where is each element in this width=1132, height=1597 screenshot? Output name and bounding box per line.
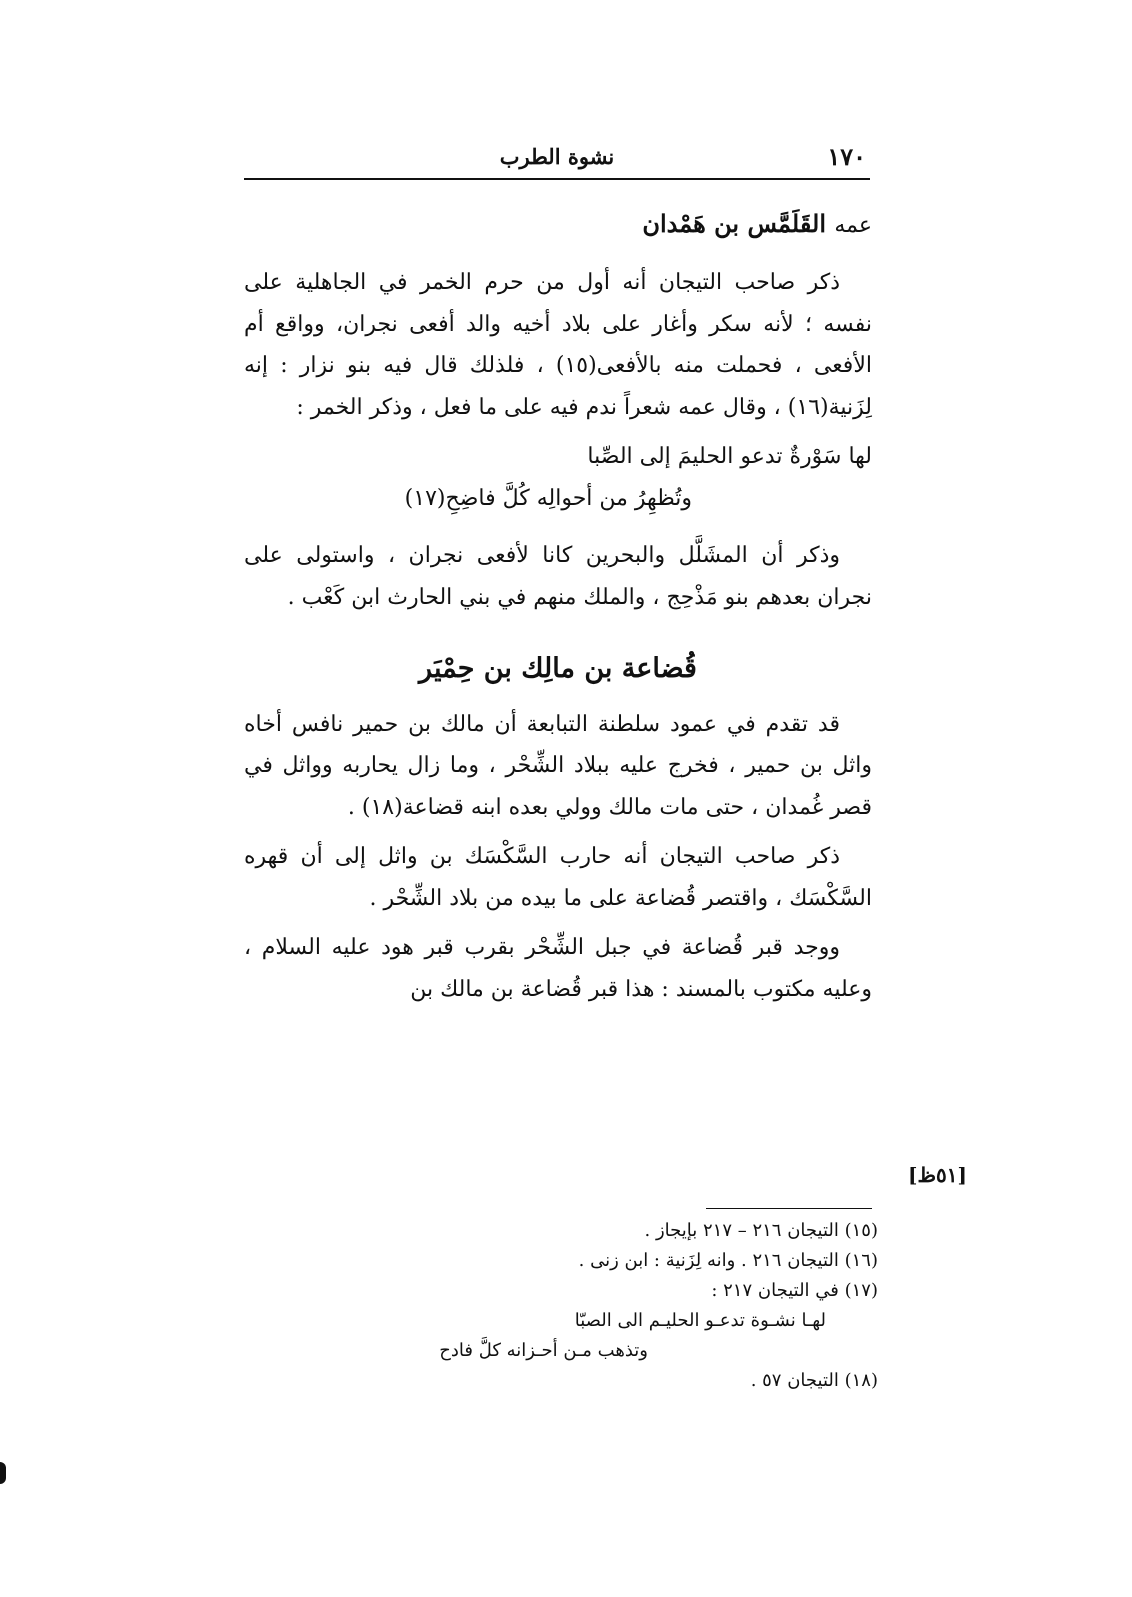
- poem-line-first: لها سَوْرةٌ تدعو الحليمَ إلى الصِّبا: [587, 444, 872, 469]
- poem-line-second: وتُظهِرُ من أحوالِه كُلَّ فاضِحِ(١٧): [404, 485, 692, 511]
- subsection-name: القَلَمَّس بن هَمْدان: [642, 209, 826, 238]
- manuscript-folio-note: [٥١ظ]: [908, 1163, 967, 1187]
- page-number: ١٧٠: [827, 142, 866, 171]
- book-title: نشوة الطرب: [499, 144, 615, 169]
- footnote-17-verse-first: لهـا نشـوة تدعـو الحليـم الى الصبّا: [574, 1310, 826, 1331]
- paragraph: وذكر أن المشَلَّل والبحرين كانا لأفعى نجران ، واستولى على نجران بعدهم بنو مَذْحِج ، والملك منهم في بني الحارث ابن كَعْب .: [244, 543, 872, 610]
- paragraph: قد تقدم في عمود سلطنة التبابعة أن مالك بن حمير نافس أخاه واثل بن حمير ، فخرج عليه ببلاد الشِّحْر ، وما زال يحاربه وواثل في قصر غُمدان ، حتى مات مالك وولي بعده ابنه قضاعة(١٨) .: [244, 711, 872, 820]
- footnote-16: (١٦) التيجان ٢١٦ . وانه لِزَنية : ابن زنى .: [578, 1250, 878, 1271]
- running-header: [244, 138, 870, 180]
- footnote-divider: [706, 1208, 872, 1209]
- scan-edge-mark: [0, 1462, 6, 1484]
- paragraph: ووجد قبر قُضاعة في جبل الشِّحْر بقرب قبر هود عليه السلام ، وعليه مكتوب بالمسند : هذا قبر قُضاعة بن مالك بن: [244, 935, 872, 1002]
- footnote-15: (١٥) التيجان ٢١٦ – ٢١٧ بإيجاز .: [644, 1220, 878, 1241]
- footnotes: [244, 1216, 878, 1396]
- poem-verse: [244, 436, 872, 519]
- subsection-lead: عمه: [834, 213, 872, 238]
- subsection-heading: [244, 204, 872, 246]
- paragraph: ذكر صاحب التيجان أنه حارب السَّكْسَك بن واثل إلى أن قهره السَّكْسَك ، واقتصر قُضاعة على ما بيده من بلاد الشِّحْر .: [244, 844, 872, 911]
- footnote-17-verse-second: وتذهب مـن أحـزانه كلَّ فادح: [439, 1340, 648, 1361]
- footnote-17: (١٧) في التيجان ٢١٧ :: [711, 1280, 878, 1301]
- section-heading: قُضاعة بن مالِك بن حِمْيَر: [419, 653, 697, 684]
- footnote-18: (١٨) التيجان ٥٧ .: [750, 1370, 878, 1391]
- main-text: [244, 204, 872, 1018]
- paragraph: ذكر صاحب التيجان أنه أول من حرم الخمر في الجاهلية على نفسه ؛ لأنه سكر وأغار على بلاد أخيه والد أفعى نجران، وواقع أم الأفعى ، فحملت منه بالأفعى(١٥) ، فلذلك قال فيه بنو نزار : إنه لِزَنية(١٦) ، وقال عمه شعراً ندم فيه على ما فعل ، وذكر الخمر :: [244, 270, 872, 420]
